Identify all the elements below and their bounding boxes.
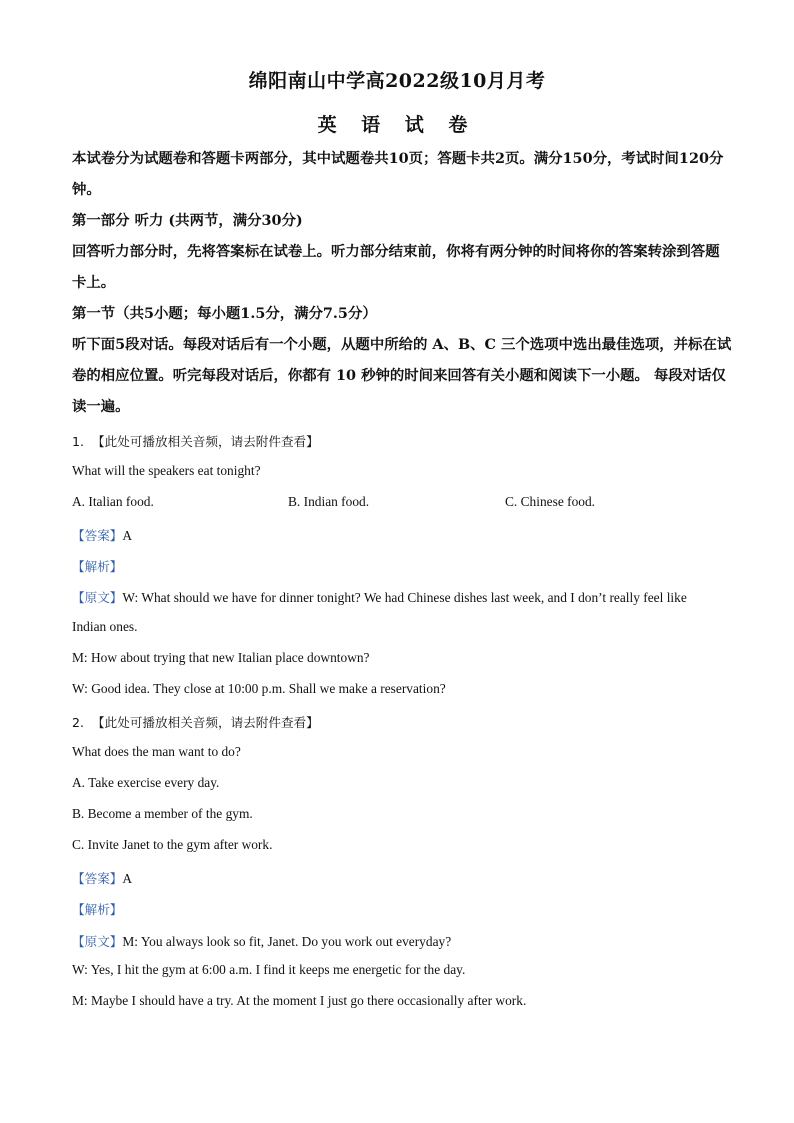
question-1-option-b: B. Indian food. <box>288 494 370 509</box>
question-1-answer <box>72 525 132 544</box>
question-2-number: 2. <box>72 715 85 730</box>
part-one-heading: 第一部分 听力 (共两节，满分30分) <box>72 212 303 229</box>
question-1-script-line-1b: Indian ones. <box>72 619 138 634</box>
exam-title: 绵阳南山中学高2022级10月月考 <box>248 70 546 92</box>
question-2-script-line-1 <box>72 931 451 950</box>
answer-label: 【答案】 <box>72 528 123 543</box>
exam-subtitle: 英 语 试 卷 <box>317 114 477 136</box>
question-2-analysis <box>72 899 122 918</box>
question-1-text: What will the speakers eat tonight? <box>72 463 261 478</box>
question-1-script-text-1: W: What should we have for dinner tonight? We had Chinese dishes last week, and I don’t really feel like <box>122 590 687 605</box>
intro-paragraph-2: 回答听力部分时，先将答案标在试卷上。听力部分结束前，你将有两分钟的时间将你的答案转涂到答题卡上。 <box>72 243 720 291</box>
answer-label: 【答案】 <box>72 871 123 886</box>
question-2-script-line-2: W: Yes, I hit the gym at 6:00 a.m. I find it keeps me energetic for the day. <box>72 962 466 977</box>
intro-paragraph-3: 听下面5段对话。每段对话后有一个小题，从题中所给的 A、B、C 三个选项中选出最佳选项，并标在试卷的相应位置。听完每段对话后，你都有 10 秒钟的时间来回答有关小题和阅读下一小题。 每段对话仅读一遍。 <box>72 336 732 415</box>
question-2-answer-value: A <box>122 871 133 886</box>
question-2-option-c: C. Invite Janet to the gym after work. <box>72 837 273 852</box>
original-label: 【原文】 <box>72 934 123 949</box>
question-1-header <box>72 431 319 450</box>
question-2-answer <box>72 868 132 887</box>
question-2-script-line-3: M: Maybe I should have a try. At the moment I just go there occasionally after work. <box>72 993 527 1008</box>
question-1-script-line-1 <box>72 587 687 606</box>
question-1-option-c: C. Chinese food. <box>505 494 596 509</box>
question-1-script-line-3: W: Good idea. They close at 10:00 p.m. Shall we make a reservation? <box>72 681 446 696</box>
analysis-label: 【解析】 <box>72 902 123 917</box>
question-1-number: 1. <box>72 434 85 449</box>
original-label: 【原文】 <box>72 590 123 605</box>
question-2-script-text-1: M: You always look so fit, Janet. Do you work out everyday? <box>122 934 452 949</box>
question-2-header <box>72 712 319 731</box>
question-2-option-a: A. Take exercise every day. <box>72 775 220 790</box>
question-2-text: What does the man want to do? <box>72 744 241 759</box>
question-2-audio-note[interactable]: 【此处可播放相关音频，请去附件查看】 <box>92 715 319 730</box>
section-one-heading: 第一节（共5小题；每小题1.5分，满分7.5分） <box>72 305 377 322</box>
intro-paragraph-1: 本试卷分为试题卷和答题卡两部分，其中试题卷共10页；答题卡共2页。满分150分，考试时间120分钟。 <box>72 150 724 198</box>
question-1-analysis <box>72 556 122 575</box>
analysis-label: 【解析】 <box>72 559 123 574</box>
question-1-option-a: A. Italian food. <box>72 494 154 509</box>
question-2-option-b: B. Become a member of the gym. <box>72 806 253 821</box>
question-1-script-line-2: M: How about trying that new Italian place downtown? <box>72 650 370 665</box>
question-1-answer-value: A <box>122 528 133 543</box>
question-1-audio-note[interactable]: 【此处可播放相关音频，请去附件查看】 <box>92 434 319 449</box>
